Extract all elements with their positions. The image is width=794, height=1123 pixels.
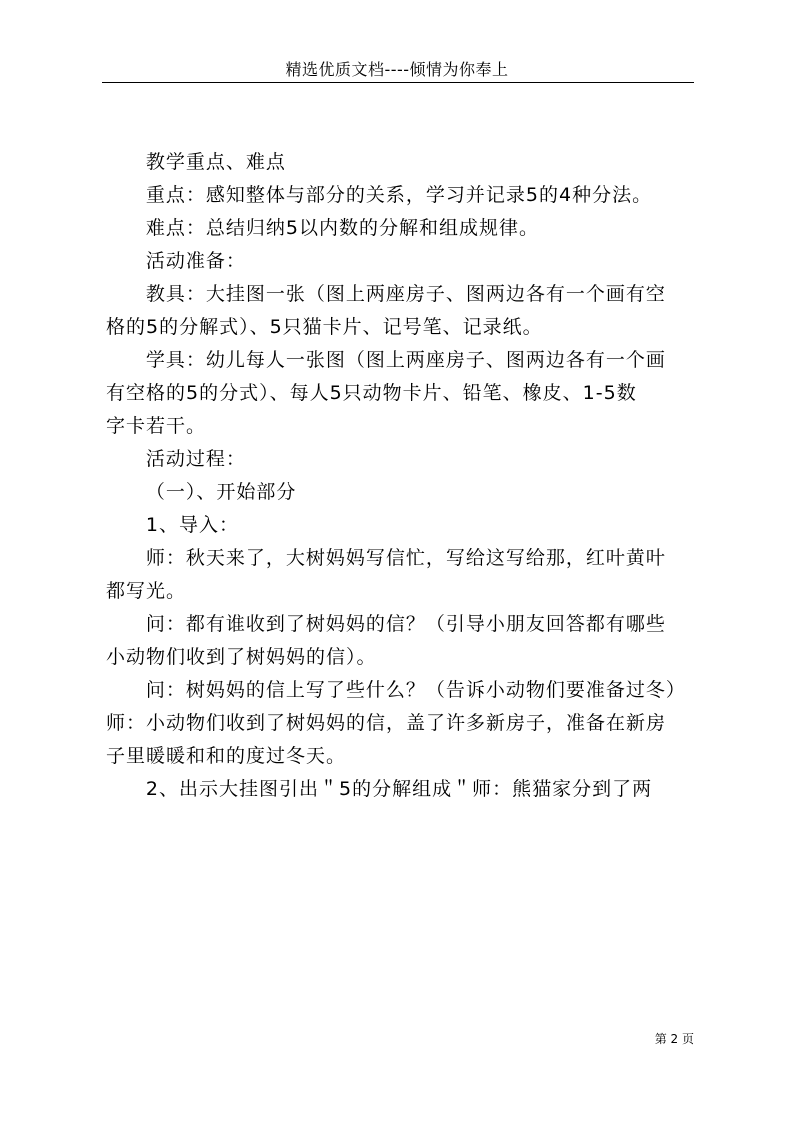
paragraph-show-chart [106,773,706,806]
text-line: 教具：大挂图一张（图上两座房子、图两边各有一个画有空 [145,283,666,305]
text-line: 字卡若干。 [106,415,207,437]
text-line: 有空格的5的分式）、每人5只动物卡片、铅笔、橡皮、1-5数 [106,382,637,404]
text-line: 教学重点、难点 [145,151,286,173]
text-line: 活动准备： [145,250,246,272]
text-line: 小动物们收到了树妈妈的信）。 [106,646,377,668]
text-line: 活动过程： [145,448,246,470]
text-line: 师：小动物们收到了树妈妈的信，盖了许多新房子，准备在新房 [106,712,667,734]
page-header-title: 精选优质文档----倾情为你奉上 [285,60,509,79]
text-line: 格的5的分解式）、5只猫卡片、记号笔、记录纸。 [106,316,543,338]
text-line: （一）、开始部分 [145,481,297,503]
paragraph-difficulty [106,212,706,245]
text-line: 子里暖暖和和的度过冬天。 [106,745,347,767]
document-body [106,146,706,806]
text-line: 难点：总结归纳5以内数的分解和组成规律。 [145,217,539,239]
text-line: 师：秋天来了，大树妈妈写信忙，写给这写给那，红叶黄叶 [145,547,666,569]
text-line: 重点：感知整体与部分的关系，学习并记录5的4种分法。 [145,184,653,206]
paragraph-preparation-heading [106,245,706,278]
paragraph-intro-heading [106,509,706,542]
paragraph-teacher-autumn [106,542,706,608]
text-line: 2、出示大挂图引出＂5的分解组成＂师：熊猫家分到了两 [145,778,653,800]
header-divider [102,82,694,83]
paragraph-key-points-heading [106,146,706,179]
paragraph-question-letter [106,674,706,773]
text-line: 问：树妈妈的信上写了些什么？（告诉小动物们要准备过冬） [145,679,686,701]
paragraph-learning-aids [106,344,706,443]
paragraph-section-start [106,476,706,509]
paragraph-teaching-aids [106,278,706,344]
text-line: 都写光。 [106,580,187,602]
text-line: 1、导入： [145,514,239,536]
page-number: 第 2 页 [654,1032,694,1046]
paragraph-key-point [106,179,706,212]
paragraph-process-heading [106,443,706,476]
text-line: 问：都有谁收到了树妈妈的信？（引导小朋友回答都有哪些 [145,613,666,635]
paragraph-question-who [106,608,706,674]
text-line: 学具：幼儿每人一张图（图上两座房子、图两边各有一个画 [145,349,666,371]
